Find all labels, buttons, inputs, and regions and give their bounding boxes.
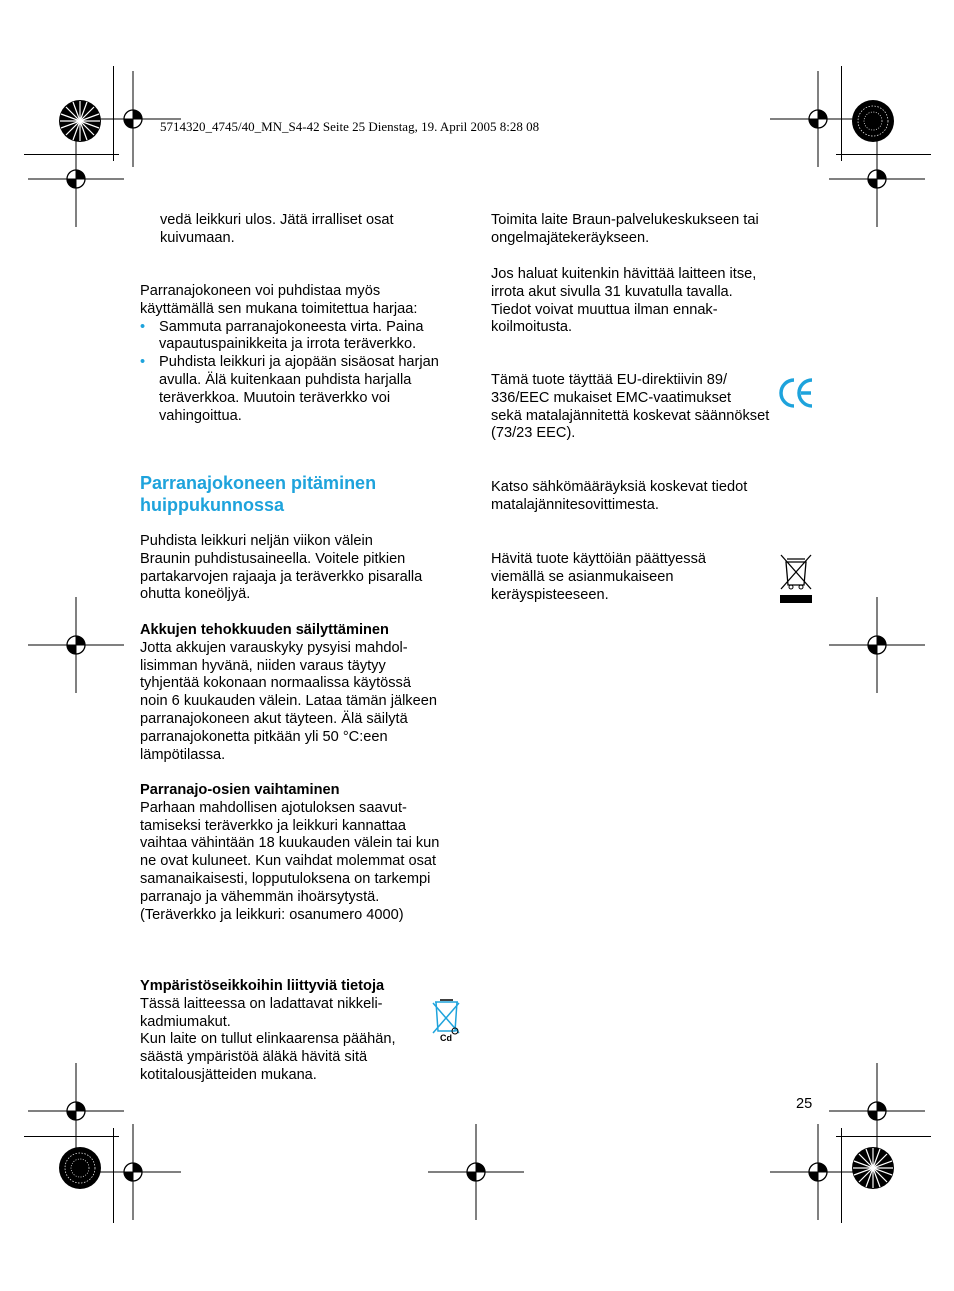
text-line: lämpötilassa. xyxy=(140,746,226,763)
text-line: viemällä se asianmukaiseen xyxy=(491,568,674,585)
text-line: Tämä tuote täyttää EU-direktiivin 89/ xyxy=(491,372,728,388)
text-line: Parhaan mahdollisen ajotuloksen saavut- xyxy=(140,799,407,816)
text-line: Braunin puhdistusaineella. Voitele pitkien xyxy=(140,550,406,567)
text-line: partakarvojen rajaaja ja teräverkko pisaralla xyxy=(140,568,423,585)
text-line: sekä matalajännitettä koskevat säännökset xyxy=(491,407,770,424)
text-line: vapautuspainikkeita ja irrota teräverkko. xyxy=(159,336,417,353)
text-line: tamiseksi teräverkko ja leikkuri kannattaa xyxy=(140,817,407,834)
registration-mark-icon xyxy=(770,71,866,167)
text-line: Puhdista leikkuri neljän viikon välein xyxy=(140,533,373,549)
starburst-target-icon xyxy=(852,1147,894,1189)
text-line: Tiedot voivat muuttua ilman ennak- xyxy=(491,301,718,318)
text-line: Puhdista leikkuri ja ajopään sisäosat harjan xyxy=(159,354,439,371)
text-line: matalajännitesovittimesta. xyxy=(491,496,659,513)
registration-mark-icon xyxy=(28,597,124,693)
text-line: ne ovat kuluneet. Kun vaihdat molemmat osat xyxy=(140,853,437,870)
text-line: irrota akut sivulla 31 kuvatulla tavalla. xyxy=(491,283,733,300)
text-line: parranajokonetta pitkään yli 50 °C:een xyxy=(140,728,388,745)
text-line: Katso sähkömääräyksiä koskevat tiedot xyxy=(491,479,748,495)
print-header: 5714320_4745/40_MN_S4-42 Seite 25 Dienstag, 19. April 2005 8:28 08 xyxy=(160,119,540,134)
heading-line: Parranajokoneen pitäminen xyxy=(140,473,377,493)
page-number: 25 xyxy=(796,1096,813,1112)
text-line: Toimita laite Braun-palvelukeskukseen tai xyxy=(491,212,759,228)
text-line: teräverkkoa. Muutoin teräverkko voi xyxy=(159,389,391,406)
text-line: avulla. Älä kuitenkaan puhdista harjalla xyxy=(159,371,412,388)
text-line: parranajo ja vähemmän ihoärsytystä. xyxy=(140,888,380,905)
subheading: Parranajo-osien vaihtaminen xyxy=(140,782,340,798)
text-line: noin 6 kuukauden välein. Lataa tämän jälkeen xyxy=(140,693,437,710)
text-line: kuivumaan. xyxy=(160,229,235,246)
text-line: ohutta koneöljyä. xyxy=(140,586,251,603)
text-line: samanaikaisesti, lopputuloksena on tarkempi xyxy=(140,870,431,887)
text-line: ongelmajätekeräykseen. xyxy=(491,229,650,246)
text-line: (Teräverkko ja leikkuri: osanumero 4000) xyxy=(140,906,404,923)
text-line: tyhjentää kokonaan normaalissa käytössä xyxy=(140,675,411,692)
text-line: (73/23 EEC). xyxy=(491,425,576,442)
subheading: Ympäristöseikkoihin liittyviä tietoja xyxy=(140,978,385,994)
text-line: Sammuta parranajokoneesta virta. Paina xyxy=(159,318,424,335)
subheading: Akkujen tehokkuuden säilyttäminen xyxy=(140,622,389,638)
text-line: säästä ympäristöä äläkä hävitä sitä xyxy=(140,1049,368,1066)
text-line: Kun laite on tullut elinkaarensa päähän, xyxy=(140,1031,396,1048)
starburst-target-icon xyxy=(59,100,101,142)
text-line: vedä leikkuri ulos. Jätä irralliset osat xyxy=(160,212,394,228)
text-line: Tässä laitteessa on ladattavat nikkeli- xyxy=(140,995,383,1012)
text-line: Jotta akkujen varauskyky pysyisi mahdol- xyxy=(140,639,408,656)
text-line: parranajokoneen akut täyteen. Älä säilytä xyxy=(140,710,408,727)
text-line: vahingoittua. xyxy=(159,407,242,424)
text-line: koilmoitusta. xyxy=(491,319,573,336)
text-line: kotitalousjätteiden mukana. xyxy=(140,1066,317,1083)
cd-label: Cd xyxy=(440,1033,452,1043)
registration-mark-icon xyxy=(28,1063,124,1159)
text-line: keräyspisteeseen. xyxy=(491,586,609,603)
starburst-target-icon xyxy=(59,1147,101,1189)
text-line: Hävitä tuote käyttöiän päättyessä xyxy=(491,551,706,567)
text-line: 336/EEC mukaiset EMC-vaatimukset xyxy=(491,389,732,406)
text-line: vaihtaa vähintään 18 kuukauden välein tai kun xyxy=(140,835,440,852)
registration-mark-icon xyxy=(829,597,925,693)
heading-line: huippukunnossa xyxy=(140,495,284,515)
registration-mark-icon xyxy=(770,1124,866,1220)
registration-mark-icon xyxy=(829,131,925,227)
bullet-icon: • xyxy=(140,354,146,371)
text-line: Parranajokoneen voi puhdistaa myös xyxy=(140,283,381,299)
text-line: käyttämällä sen mukana toimitettua harjaa: xyxy=(140,300,418,317)
registration-mark-icon xyxy=(428,1124,524,1220)
text-line: lisimman hyvänä, niiden varaus täytyy xyxy=(140,657,386,674)
text-line: kadmiumakut. xyxy=(140,1013,231,1030)
text-line: Jos haluat kuitenkin hävittää laitteen itse, xyxy=(491,266,757,282)
registration-mark-icon xyxy=(28,131,124,227)
bullet-icon: • xyxy=(140,318,146,335)
registration-mark-icon xyxy=(829,1063,925,1159)
starburst-target-icon xyxy=(852,100,894,142)
